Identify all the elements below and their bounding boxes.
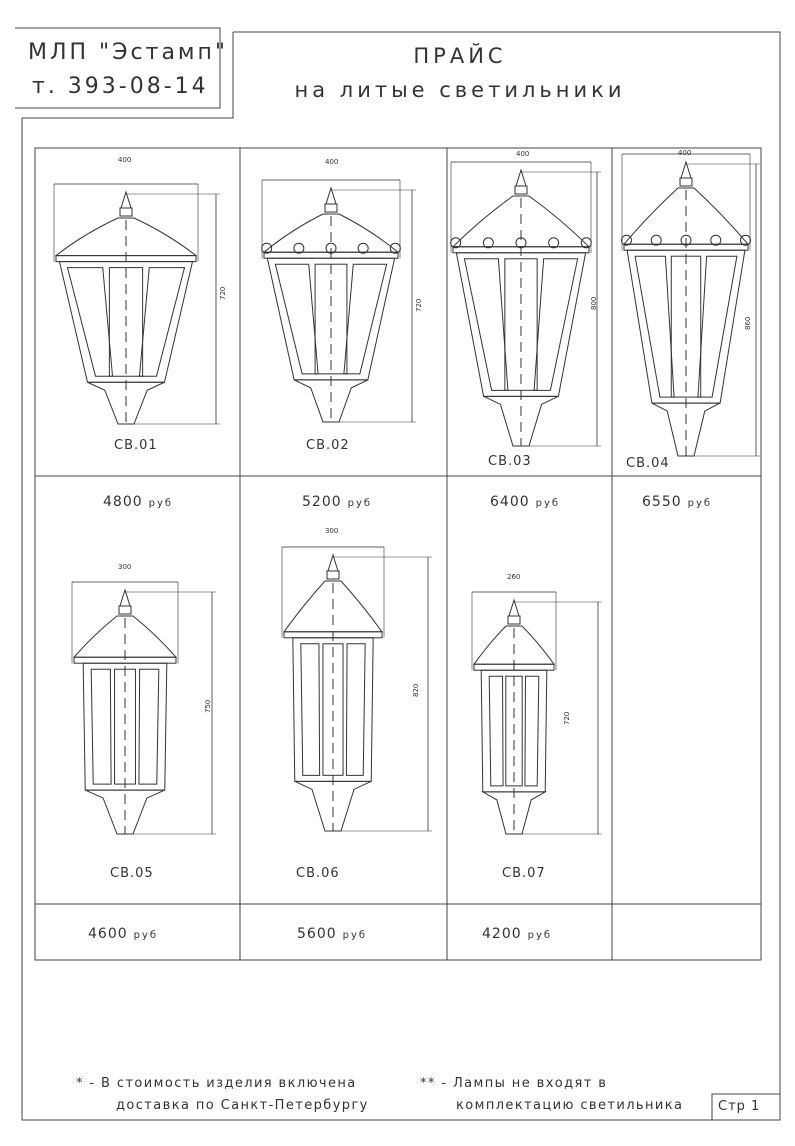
- footnote-delivery-line1: * - В стоимость изделия включена: [76, 1076, 357, 1091]
- height-dim-sv03: 800: [590, 296, 598, 310]
- product-code-sv01: СВ.01: [114, 438, 158, 453]
- price-value: 6400: [490, 494, 530, 510]
- price-value: 6550: [642, 494, 682, 510]
- footnote-lamps-line1: ** - Лампы не входят в: [420, 1076, 608, 1091]
- lamp-drawing-sv07: [472, 592, 602, 834]
- width-dim-sv06: 300: [325, 527, 339, 535]
- product-code-sv06: СВ.06: [296, 866, 340, 881]
- price-value: 4800: [103, 494, 143, 510]
- price-sv05: [88, 926, 158, 942]
- height-dim-sv07: 720: [563, 711, 571, 725]
- page-number: Стр 1: [718, 1099, 761, 1114]
- price-sv04: [642, 494, 712, 510]
- height-dim-sv05: 750: [204, 699, 212, 713]
- product-code-sv03: СВ.03: [488, 454, 532, 469]
- height-dim-sv06: 820: [412, 683, 420, 697]
- width-dim-sv05: 300: [118, 563, 132, 571]
- height-dim-sv04: 860: [744, 316, 752, 330]
- price-sv06: [297, 926, 367, 942]
- page-title: ПРАЙС: [413, 44, 507, 68]
- width-dim-sv07: 260: [507, 573, 521, 581]
- price-currency: руб: [535, 498, 561, 509]
- lamp-drawing-sv02: [262, 180, 416, 422]
- lamp-drawing-sv04: [621, 154, 760, 456]
- price-currency: руб: [148, 498, 174, 509]
- product-code-sv02: СВ.02: [306, 438, 350, 453]
- outer-border: [22, 32, 780, 1120]
- price-currency: руб: [342, 930, 368, 941]
- company-phone: т. 393-08-14: [32, 74, 209, 99]
- lamp-drawing-sv05: [72, 582, 216, 834]
- product-code-sv05: СВ.05: [110, 866, 154, 881]
- price-value: 4200: [482, 926, 522, 942]
- product-code-sv04: СВ.04: [626, 456, 670, 471]
- footnote-delivery-line2: доставка по Санкт-Петербургу: [116, 1098, 369, 1113]
- height-dim-sv02: 720: [415, 298, 423, 312]
- price-currency: руб: [687, 498, 713, 509]
- price-currency: руб: [527, 930, 553, 941]
- price-sv07: [482, 926, 552, 942]
- lamp-drawing-sv03: [451, 162, 601, 446]
- price-value: 4600: [88, 926, 128, 942]
- lamp-drawing-sv06: [282, 547, 432, 831]
- price-value: 5600: [297, 926, 337, 942]
- width-dim-sv03: 400: [516, 150, 530, 158]
- width-dim-sv01: 400: [118, 156, 132, 164]
- height-dim-sv01: 720: [219, 286, 227, 300]
- width-dim-sv02: 400: [325, 158, 339, 166]
- lamp-drawing-sv01: [54, 184, 220, 424]
- price-currency: руб: [347, 498, 373, 509]
- price-value: 5200: [302, 494, 342, 510]
- company-name: МЛП "Эстамп": [28, 40, 229, 65]
- footnote-lamps-line2: комплектацию светильника: [456, 1098, 684, 1113]
- price-sv02: [302, 494, 372, 510]
- price-currency: руб: [133, 930, 159, 941]
- price-sv03: [490, 494, 560, 510]
- page-subtitle: на литые светильники: [294, 78, 626, 102]
- price-table: [35, 148, 761, 960]
- price-sv01: [103, 494, 173, 510]
- width-dim-sv04: 400: [678, 149, 692, 157]
- product-code-sv07: СВ.07: [502, 866, 546, 881]
